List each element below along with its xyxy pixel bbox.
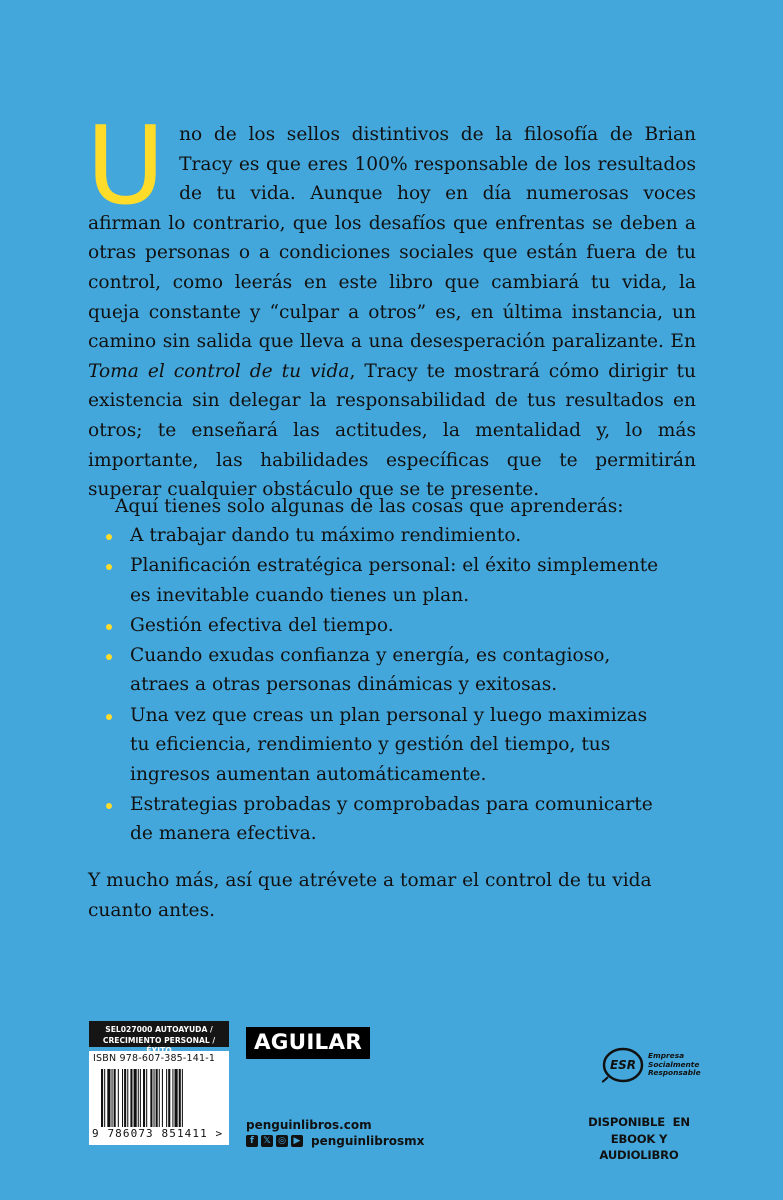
list-item (102, 790, 662, 849)
drop-cap: U (86, 104, 166, 229)
social-links (246, 1134, 424, 1148)
barcode-bar (114, 1069, 116, 1127)
barcode-bars-icon (101, 1069, 221, 1127)
availability-line-2: EBOOK Y AUDIOLIBRO (599, 1131, 679, 1162)
intro-text-start: no de los sellos distintivos de la filosofía de Brian Tracy es que eres 100% responsable de los resultados de tu vida. Aunque hoy en día numerosas voces afirman lo contrario, que los desafíos que enfrentas se deben a otras personas o a condiciones sociales que están fuera de tu control, como leerás en este libro que cambiará tu vida, la queja constante y “culpar a otros” es, en última instancia, un camino sin salida que lleva a una desesperación paralizante. En (88, 124, 696, 353)
social-handle[interactable]: penguinlibrosmx (311, 1134, 425, 1148)
barcode-bar (138, 1069, 139, 1127)
availability-line-1: DISPONIBLE EN (588, 1115, 690, 1129)
esr-icon (602, 1047, 644, 1083)
category-line-1: SEL027000 AUTOAYUDA / (105, 1025, 213, 1034)
barcode-bar (168, 1069, 170, 1127)
barcode-bar (182, 1069, 183, 1127)
bullet-icon (106, 654, 112, 660)
bullet-icon (106, 534, 112, 540)
x-icon[interactable]: 𝕏 (261, 1135, 273, 1147)
barcode-bar (104, 1069, 105, 1127)
list-item-text: Planificación estratégica personal: el éxito simplemente es inevitable cuando tienes un plan. (130, 555, 659, 606)
barcode-bar (107, 1069, 110, 1127)
barcode (89, 1051, 229, 1145)
barcode-bar (127, 1069, 128, 1127)
isbn-digits: 9 786073 851411 > (92, 1127, 224, 1140)
list-item-text: Estrategias probadas y comprobadas para comunicarte de manera efectiva. (130, 793, 653, 845)
list-item-text: Una vez que creas un plan personal y luego maximizas tu eficiencia, rendimiento y gestión del tiempo, tus ingresos aumentan automáticamente. (130, 704, 648, 785)
facebook-icon[interactable]: f (246, 1135, 258, 1147)
svg-text:ESR: ESR (609, 1058, 637, 1072)
list-item (102, 551, 662, 610)
barcode-bar (140, 1069, 141, 1127)
bullet-icon (106, 803, 112, 809)
barcode-bar (146, 1069, 147, 1127)
intro-text-end: , Tracy te mostrará cómo dirigir tu existencia sin delegar la responsabilidad de tus resultados en otros; te enseñará las actitudes, la mentalidad y, lo más importante, las habilidades específicas que te permitirán superar cualquier obstáculo que se te presente. (88, 360, 696, 501)
publisher-logo: AGUILAR (246, 1027, 370, 1059)
barcode-bar (101, 1069, 103, 1127)
publisher-website[interactable]: penguinlibros.com (246, 1118, 372, 1132)
list-item-text: A trabajar dando tu máximo rendimiento. (130, 525, 522, 546)
availability-note (583, 1114, 695, 1164)
barcode-bar (112, 1069, 113, 1127)
esr-caption (648, 1052, 701, 1078)
list-item (102, 611, 662, 641)
isbn-label: ISBN 978-607-385-141-1 (93, 1053, 216, 1064)
intro-paragraph (86, 104, 696, 505)
barcode-bar (124, 1069, 126, 1127)
barcode-bar (162, 1069, 163, 1127)
bullet-icon (106, 624, 112, 630)
barcode-bar (172, 1069, 173, 1127)
barcode-bar (118, 1069, 119, 1127)
barcode-bar (122, 1069, 123, 1127)
bullet-icon (106, 714, 112, 720)
barcode-bar (154, 1069, 155, 1127)
closing-paragraph: Y mucho más, así que atrévete a tomar el control de tu vida cuanto antes. (88, 870, 652, 921)
list-item (102, 641, 662, 700)
esr-line-2: Socialmente (648, 1059, 700, 1069)
esr-logo (602, 1047, 701, 1083)
barcode-bar (179, 1069, 181, 1127)
list-heading: Aquí tienes solo algunas de las cosas que aprenderás: (115, 496, 624, 517)
barcode-bar (143, 1069, 145, 1127)
barcode-bar (159, 1069, 160, 1127)
esr-line-3: Responsable (648, 1068, 701, 1078)
esr-line-1: Empresa (648, 1051, 685, 1061)
bullet-icon (106, 564, 112, 570)
category-label (89, 1021, 229, 1047)
instagram-icon[interactable]: ◎ (276, 1135, 288, 1147)
list-item (102, 521, 662, 551)
list-item-text: Cuando exudas confianza y energía, es contagioso, atraes a otras personas dinámicas y exitosas. (130, 644, 611, 696)
barcode-bar (166, 1069, 167, 1127)
barcode-bar (156, 1069, 158, 1127)
youtube-icon[interactable]: ▶ (291, 1135, 303, 1147)
barcode-block (89, 1021, 229, 1147)
category-line-2: CRECIMIENTO PERSONAL / (102, 1035, 216, 1045)
barcode-bar (130, 1069, 132, 1127)
list-item-text: Gestión efectiva del tiempo. (130, 614, 394, 636)
list-item (102, 701, 662, 790)
barcode-bar (150, 1069, 152, 1127)
barcode-bar (175, 1069, 178, 1127)
benefits-list (102, 521, 662, 850)
barcode-bar (134, 1069, 137, 1127)
book-title-italic: Toma el control de tu vida (88, 360, 350, 382)
